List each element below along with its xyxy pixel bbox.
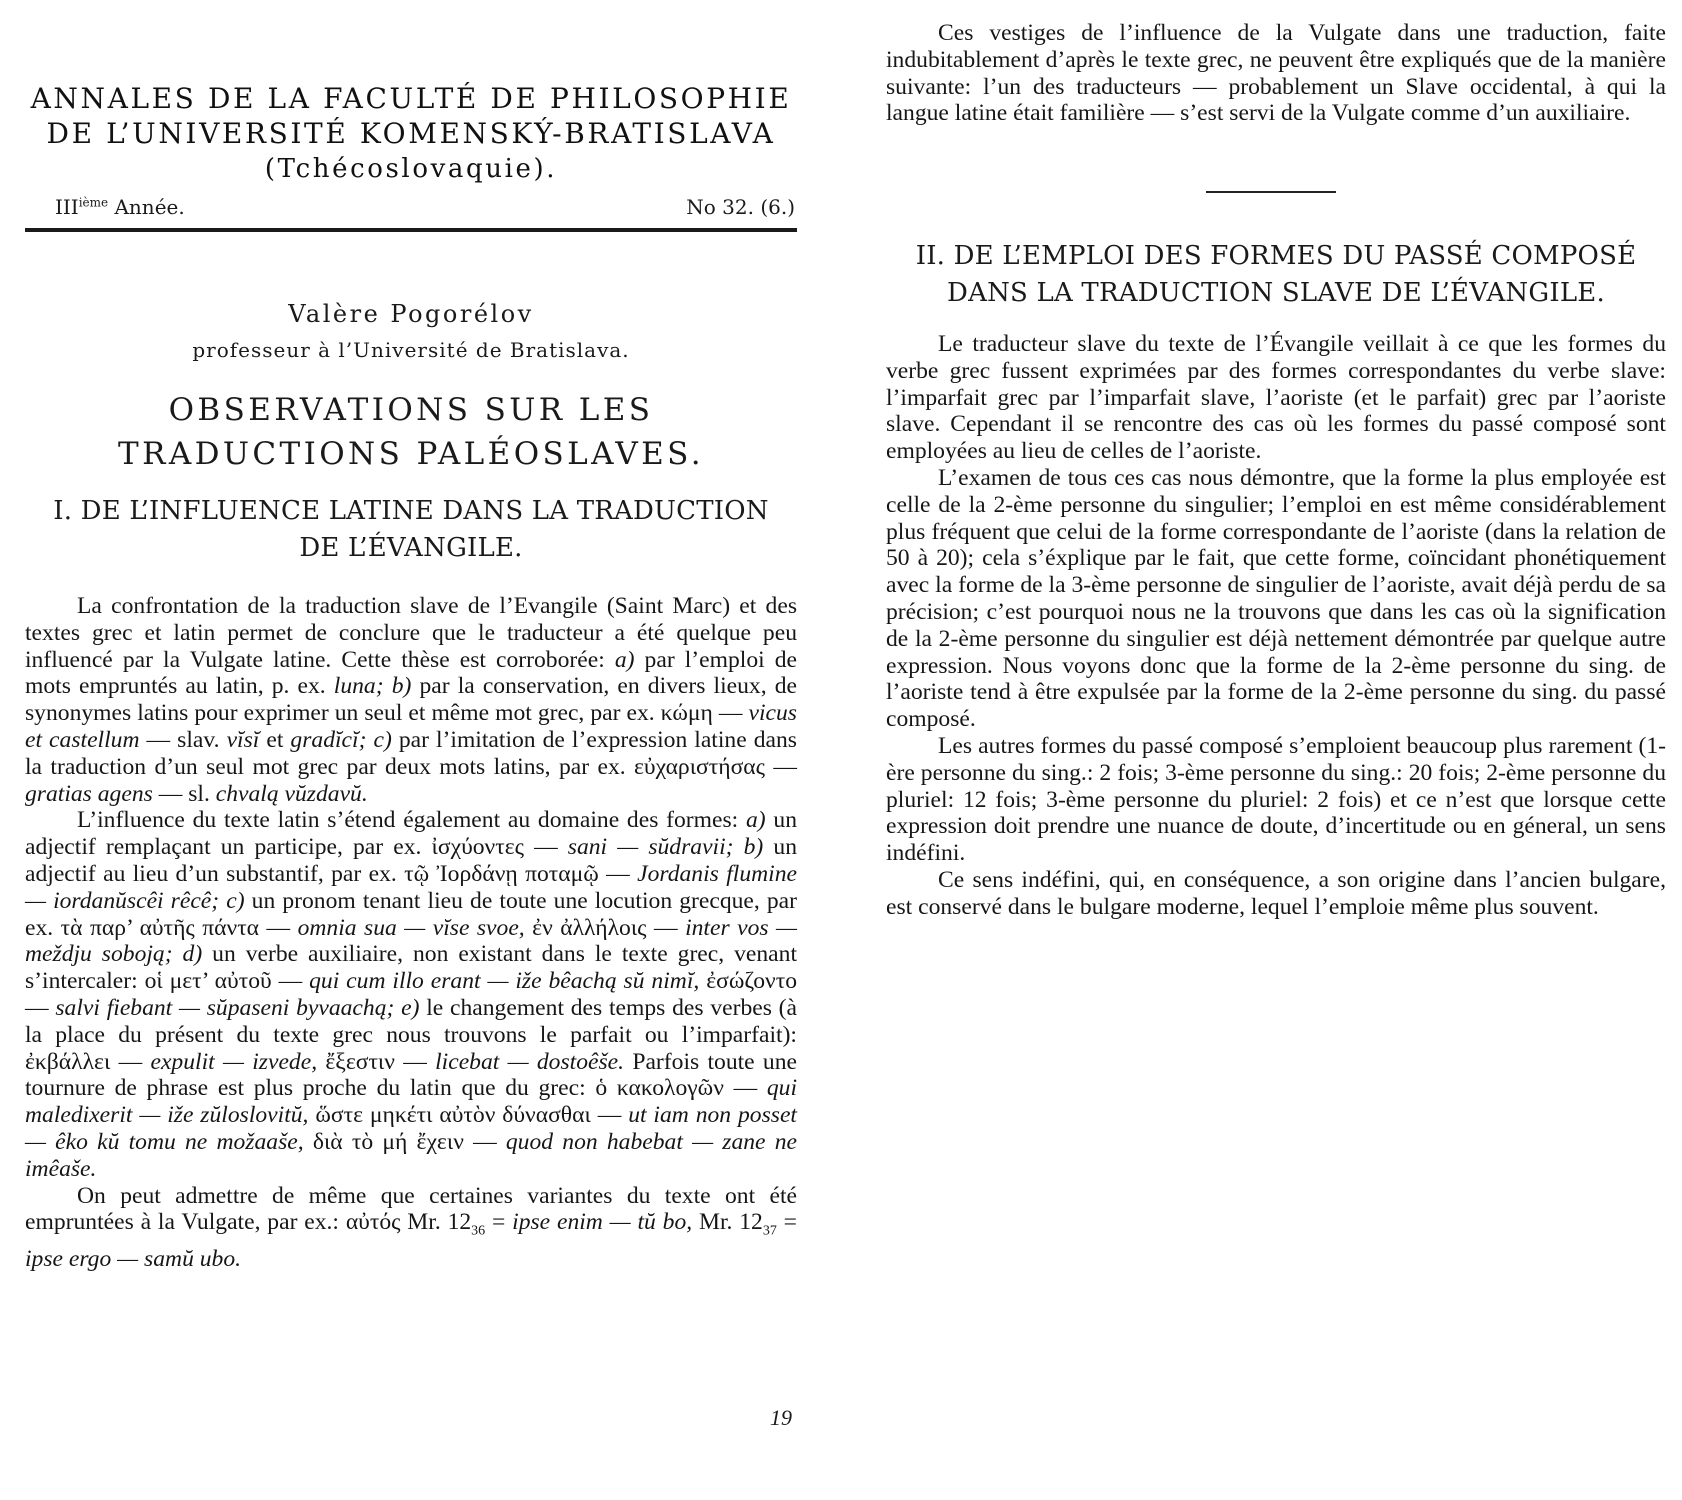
year-word: Année. xyxy=(114,195,185,219)
article-title: OBSERVATIONS SUR LES TRADUCTIONS PALÉOSLAVES. xyxy=(118,392,704,472)
journal-country: (Tchécoslovaquie). xyxy=(264,154,558,184)
issue-number: No 32. (6.) xyxy=(686,195,795,219)
section-1-heading: I. DE L’INFLUENCE LATINE DANS LA TRADUCTION DE L’ÉVANGILE. xyxy=(53,496,769,563)
paragraph: Les autres formes du passé composé s’emploient beaucoup plus rarement (1-ère personne du sing.: 2 fois; 3-ème personne du sing.: 20 fois; 2-ème personne du pluriel: 12 fois; 3-ème personne du pluriel: 2 fois) et ce n’est que lorsque cette expression doit prendre une nuance de doute, d’incertitude ou en géneral, un sens indéfini. xyxy=(886,732,1666,867)
author-affiliation: professeur à l’Université de Bratislava. xyxy=(192,338,630,362)
year-sup: ième xyxy=(78,195,109,210)
issue-meta xyxy=(55,195,795,219)
page-number: 19 xyxy=(770,1405,792,1430)
section-2-body xyxy=(886,331,1666,921)
paragraph: On peut admettre de même que certaines variantes du texte ont été empruntées à la Vulgate, par ex.: αὐτός Mr. $12_{36}$ = ipse enim — tŭ bo, Mr. $12_{37}$ = ipse ergo — samŭ ubo. xyxy=(25,1182,797,1272)
journal-title-line-1: ANNALES DE LA FACULTÉ DE PHILOSOPHIE xyxy=(30,82,792,115)
author-name: Valère Pogorélov xyxy=(288,300,534,328)
paragraph: Ces vestiges de l’influence de la Vulgate dans une traduction, faite indubitablement d’après le texte grec, ne peuvent être expliqués que de la manière suivante: l’un des traducteurs — probablement un Slave occidental, à qui la langue latine était familière — s’est servi de la Vulgate comme d’un auxiliaire. xyxy=(886,20,1666,127)
paragraph: L’influence du texte latin s’étend également au domaine des formes: a) un adjectif remplaçant un participe, par ex. ἰσχύοντες — sani — sŭdravii; b) un adjectif au lieu d’un substantif, par ex. τῷ Ἰορδάνῃ ποταμῷ — Jordanis flumine — iordanŭscêi rêcê; c) un pronom tenant lieu de toute une locution grecque, par ex. τὰ παρ’ αὐτῆς πάντα — omnia sua — vĭse svoe, ἐν ἀλλήλοις — inter vos — meždju soboją; d) un verbe auxiliaire, non existant dans le texte grec, venant s’intercaler: οἱ μετ’ αὐτοῦ — qui cum illo erant — iže bêachą sŭ nimĭ, ἐσώζοντο — salvi fiebant — sŭpaseni byvaachą; e) le changement des temps des verbes (à la place du présent du texte grec nous trouvons le parfait ou l’imparfait): ἐκβάλλει — expulit — izvede, ἔξεστιν — licebat — dostoêše. Parfois toute une tournure de phrase est plus proche du latin que du grec: ὁ κακολογῶν — qui maledixerit — iže zŭloslovitŭ, ὥστε μηκέτι αὐτὸν δύνασθαι — ut iam non posset — êko kŭ tomu ne možaaše, διὰ τὸ μή ἔχειν — quod non habebat — zane ne imêaše. xyxy=(25,807,798,1182)
section-separator xyxy=(1206,191,1336,193)
paragraph: Le traducteur slave du texte de l’Évangile veillait à ce que les formes du verbe grec fussent exprimées par des formes correspondantes du verbe slave: l’imparfait grec par l’imparfait slave, l’aoriste (et le parfait) grec par l’aoriste slave. Cependant il se rencontre des cas où les formes du passé composé sont employées au lieu de celles de l’aoriste. xyxy=(886,331,1666,465)
section-1-conclusion xyxy=(886,20,1666,127)
paragraph: Ce sens indéfini, qui, en conséquence, a son origine dans l’ancien bulgare, est conservé dans le bulgare moderne, lequel l’emploie même plus souvent. xyxy=(886,866,1666,920)
section-1-body xyxy=(25,593,797,1273)
paragraph: L’examen de tous ces cas nous démontre, que la forme la plus employée est celle de la 2-ème personne du singulier; l’emploi en est même considérablement plus fréquent que celui de la forme correspondante de l’aoriste (dans la relation de 50 à 20); cela s’éxplique par le fait, que cette forme, coïncidant phonétiquement avec la forme de la 3-ème personne de singulier de l’aoriste, avait déjà perdu de sa précision; c’est pourquoi nous ne la trouvons que dans les cas où la signification de la 2-ème personne du singulier est déjà nettement démontrée par quelque autre expression. Nous voyons donc que la forme de la 2-ème personne du sing. de l’aoriste tend à être expulsée par la forme de la 2-ème personne du sing. du passé composé. xyxy=(886,464,1666,733)
year-roman: III xyxy=(55,195,79,219)
journal-title-line-2: DE L’UNIVERSITÉ KOMENSKÝ-BRATISLAVA xyxy=(46,117,776,150)
volume-year xyxy=(55,195,185,219)
header-rule xyxy=(25,228,797,232)
section-2-heading: II. DE L’EMPLOI DES FORMES DU PASSÉ COMPOSÉ DANS LA TRADUCTION SLAVE DE L’ÉVANGILE. xyxy=(915,241,1637,308)
paragraph: La confrontation de la traduction slave de l’Evangile (Saint Marc) et des textes grec et latin permet de conclure que le traducteur a été quelque peu influencé par la Vulgate latine. Cette thèse est corroborée: a) par l’emploi de mots empruntés au latin, p. ex. luna; b) par la conservation, en divers lieux, de synonymes latins pour exprimer un seul et même mot grec, par ex. κώμη — vicus et castellum — slav. vĭsĭ et gradĭcĭ; c) par l’imitation de l’expression latine dans la traduction d’un seul mot grec par deux mots latins, par ex. εὐχαριστήσας — gratias agens — sl. chvalą vŭzdavŭ. xyxy=(25,593,797,807)
